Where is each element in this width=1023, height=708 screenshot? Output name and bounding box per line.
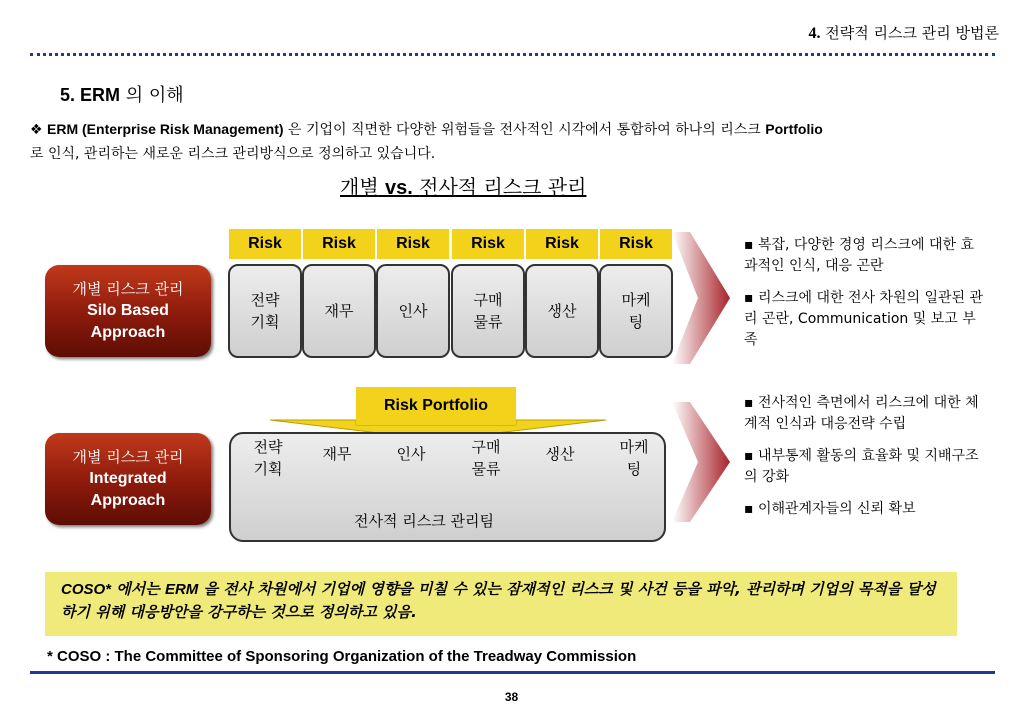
integrated-benefit-item: ▪ 이해관계자들의 신뢰 확보 — [744, 501, 916, 517]
silo-approach-label — [45, 265, 211, 357]
intro-text-a: 은 기업이 직면한 다양한 위험들을 전사적인 시각에서 통합하여 하나의 리스크 — [287, 122, 761, 138]
diagram-title-part2: 전사적 리스크 관리 — [419, 175, 587, 199]
diagram-title-part1: 개별 — [340, 175, 379, 199]
silo-dept-box: 구매 물류 — [451, 264, 525, 358]
silo-issue-item: ▪ 복잡, 다양한 경영 리스크에 대한 효과적인 인식, 대응 곤란 — [744, 237, 974, 274]
silo-dept-box: 마케 팅 — [599, 264, 673, 358]
integrated-label-ko: 개별 리스크 관리 — [72, 448, 184, 466]
footer-divider — [30, 671, 995, 674]
risk-tag: Risk — [377, 229, 449, 259]
integrated-benefits-list — [744, 393, 984, 531]
risk-tag: Risk — [229, 229, 301, 259]
integrated-team-label: 전사적 리스크 관리팀 — [354, 512, 494, 530]
coso-term: COSO* — [61, 581, 112, 598]
intro-text-b: 로 인식, 관리하는 새로운 리스크 관리방식으로 정의하고 있습니다. — [30, 146, 436, 162]
silo-dept-box: 인사 — [376, 264, 450, 358]
risk-tag: Risk — [600, 229, 672, 259]
silo-dept-box: 생산 — [525, 264, 599, 358]
risk-portfolio-label: Risk Portfolio — [356, 387, 516, 425]
header-text: 전략적 리스크 관리 방법론 — [825, 24, 999, 42]
intro-term: ERM (Enterprise Risk Management) — [47, 121, 284, 137]
silo-label-en2: Approach — [90, 324, 166, 341]
diamond-bullet-icon: ❖ — [30, 122, 43, 138]
silo-issue-item: ▪ 리스크에 대한 전사 차원의 일관된 관리 곤란, Communication 및 보고 부족 — [744, 290, 984, 348]
integrated-benefit-item: ▪ 내부통제 활동의 효율화 및 지배구조의 강화 — [744, 448, 979, 485]
header-number: 4. — [808, 25, 821, 42]
silo-label-en1: Silo Based — [87, 302, 169, 319]
page-number: 38 — [504, 690, 519, 704]
coso-text-a: 에서는 — [116, 580, 160, 598]
integrated-dept: 인사 — [396, 445, 426, 463]
silo-issues-list — [744, 235, 984, 362]
integrated-dept: 재무 — [322, 445, 352, 463]
risk-tag: Risk — [303, 229, 375, 259]
silo-dept-box: 전략 기획 — [228, 264, 302, 358]
section-number-title: 5. ERM — [60, 85, 121, 105]
risk-tag: Risk — [526, 229, 598, 259]
integrated-approach-label — [45, 433, 211, 525]
integrated-dept: 전략 기획 — [253, 438, 283, 478]
integrated-dept: 마케 팅 — [619, 438, 649, 478]
silo-label-ko: 개별 리스크 관리 — [72, 280, 184, 298]
integrated-dept: 생산 — [545, 445, 575, 463]
silo-dept-box: 재무 — [302, 264, 376, 358]
intro-portfolio: Portfolio — [765, 121, 823, 137]
coso-definition-box — [45, 572, 957, 636]
integrated-chevron-arrow — [672, 402, 730, 522]
coso-footnote: * COSO : The Committee of Sponsoring Organization of the Treadway Commission — [47, 648, 637, 665]
coso-text-b: 을 전사 차원에서 기업에 영향을 미칠 수 있는 잠재적인 리스크 및 사건 등을 파악, 관리하며 기업의 목적을 달성하기 위해 대응방안을 강구하는 것으로 정의하고 있음. — [61, 580, 936, 621]
coso-erm: ERM — [164, 581, 199, 598]
integrated-label-en1: Integrated — [89, 470, 167, 487]
risk-tag: Risk — [452, 229, 524, 259]
diagram-title-vs: vs. — [385, 177, 413, 199]
silo-chevron-arrow — [672, 232, 730, 364]
integrated-label-en2: Approach — [90, 492, 166, 509]
integrated-benefit-item: ▪ 전사적인 측면에서 리스크에 대한 체계적 인식과 대응전략 수립 — [744, 395, 979, 432]
integrated-dept: 구매 물류 — [471, 438, 501, 478]
section-suffix: 의 이해 — [125, 85, 184, 106]
